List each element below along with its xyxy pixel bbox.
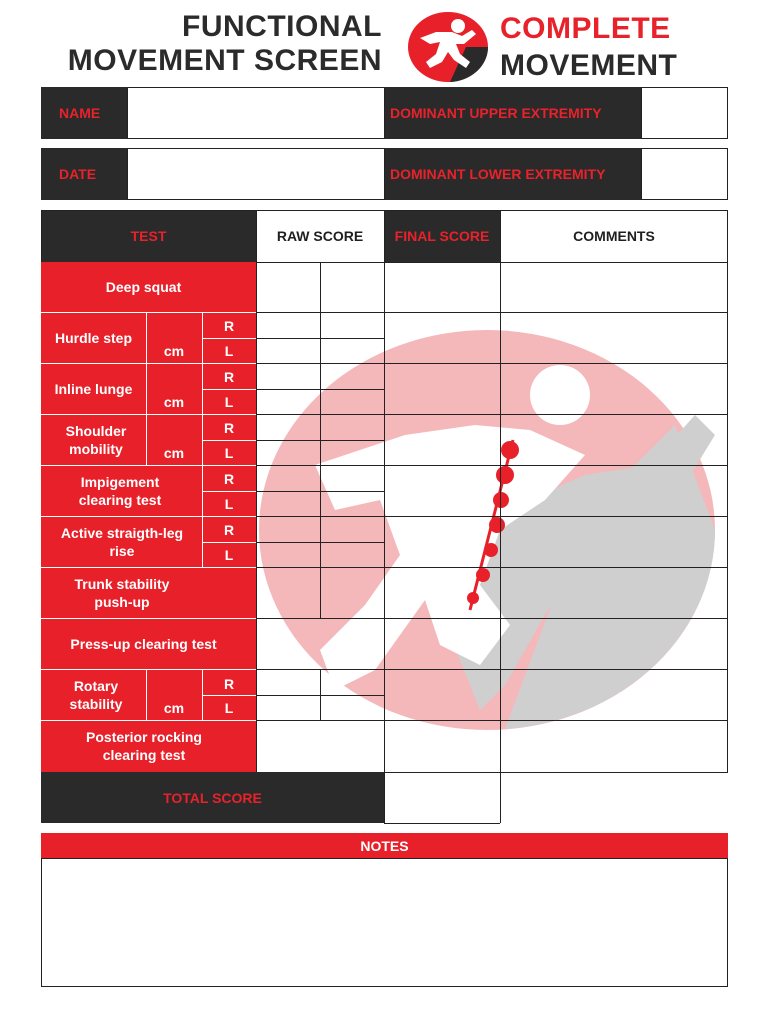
side-r-label: R [223,471,235,487]
side-r-label: R [223,420,235,436]
raw-score-cell[interactable] [321,263,383,311]
side-l-label: L [224,445,234,461]
side-l-label: L [224,343,234,359]
test-name-hurdle-step: Hurdle step [54,329,132,346]
side-l-label: L [224,547,234,563]
notes-field[interactable] [41,858,728,987]
side-l-label: L [224,496,234,512]
dominant-lower-label: DOMINANT LOWER EXTREMITY [390,166,606,182]
test-name-posterior-rocking-clearing: Posterior rocking clearing test [86,729,202,763]
final-score-cell[interactable] [385,263,499,311]
dominant-upper-field[interactable] [641,87,728,139]
test-header: TEST [130,228,167,244]
comments-header: COMMENTS [573,228,655,244]
date-field[interactable] [127,148,385,200]
test-name-impingement-clearing: Impigement clearing test [78,473,162,508]
final-score-header: FINAL SCORE [394,228,490,244]
dominant-upper-label: DOMINANT UPPER EXTREMITY [390,105,602,121]
total-score-label: TOTAL SCORE [163,789,262,806]
test-name-shoulder-mobility: Shoulder mobility [65,422,127,457]
test-name-inline-lunge: Inline lunge [54,380,133,397]
side-r-label: R [223,369,235,385]
brand-name [500,10,760,84]
running-athlete-logo-icon [406,10,492,84]
name-label: NAME [59,105,101,121]
test-name-active-straight-leg-raise: Active straigth-leg rise [60,524,184,559]
test-name-deep-squat: Deep squat [105,279,182,295]
form-title-line2: MOVEMENT SCREEN [67,44,382,77]
unit-label: cm [163,445,185,461]
raw-score-header: RAW SCORE [276,228,364,244]
form-title [40,10,382,78]
brand-line2: MOVEMENT [500,49,678,82]
total-score-field[interactable] [385,773,499,822]
dominant-lower-field[interactable] [641,148,728,200]
side-r-label: R [223,676,235,692]
raw-score-cell[interactable] [257,263,319,311]
test-name-rotary-stability: Rotary stability [69,677,123,712]
side-r-label: R [223,318,235,334]
side-l-label: L [224,394,234,410]
form-title-line1: FUNCTIONAL [182,10,382,43]
unit-label: cm [163,394,185,410]
side-l-label: L [224,700,234,716]
notes-label: NOTES [360,838,409,854]
side-r-label: R [223,522,235,538]
brand-line1: COMPLETE [500,12,671,45]
comments-cell[interactable] [501,263,726,311]
unit-label: cm [163,343,185,359]
athlete-watermark-icon [255,325,730,740]
unit-label: cm [163,700,185,716]
name-field[interactable] [127,87,385,139]
date-label: DATE [59,166,97,182]
test-name-press-up-clearing: Press-up clearing test [70,635,217,652]
test-name-trunk-stability-pushup: Trunk stability push-up [74,575,170,610]
